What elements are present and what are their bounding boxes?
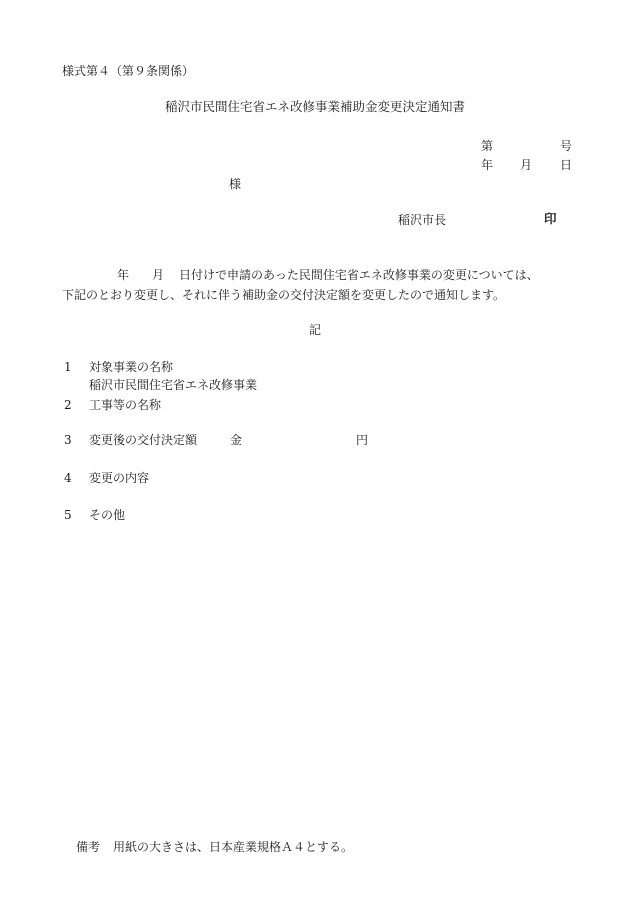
body-line1: 日付けで申請のあった民間住宅省エネ改修事業の変更については、	[179, 268, 539, 282]
addressee-honorific: 様	[229, 177, 242, 191]
note-heading: 備考	[76, 840, 101, 854]
body-year: 年	[117, 268, 130, 282]
seal-mark: 印	[544, 211, 557, 226]
item-3-number: 3	[64, 433, 72, 447]
date-day: 日	[560, 158, 573, 172]
item-1-value: 稲沢市民間住宅省エネ改修事業	[89, 378, 258, 392]
reference-go: 号	[560, 139, 573, 153]
note-text: 用紙の大きさは、日本産業規格Ａ４とする。	[113, 840, 354, 854]
body-line2: 下記のとおり変更し、それに伴う補助金の交付決定額を変更したので通知します。	[62, 288, 506, 302]
issuer-name: 稲沢市長	[398, 213, 447, 227]
date-year: 年	[481, 158, 494, 172]
item-1-label: 対象事業の名称	[89, 360, 174, 374]
item-2-label: 工事等の名称	[89, 398, 162, 412]
item-3-amount-prefix: 金	[230, 433, 243, 447]
body-month: 月	[152, 268, 165, 282]
reference-dai: 第	[481, 139, 494, 153]
item-4-number: 4	[64, 471, 72, 485]
document-title: 稲沢市民間住宅省エネ改修事業補助金変更決定通知書	[164, 99, 465, 114]
item-3-label: 変更後の交付決定額	[89, 433, 198, 447]
item-5-label: その他	[89, 508, 126, 522]
ki-heading: 記	[308, 323, 321, 337]
form-number: 様式第４（第９条関係）	[62, 64, 195, 78]
date-month: 月	[520, 158, 533, 172]
item-1-number: 1	[64, 360, 72, 374]
item-4-label: 変更の内容	[89, 471, 150, 485]
item-2-number: 2	[64, 398, 72, 412]
item-3-amount-unit: 円	[356, 433, 369, 447]
item-5-number: 5	[64, 508, 72, 522]
